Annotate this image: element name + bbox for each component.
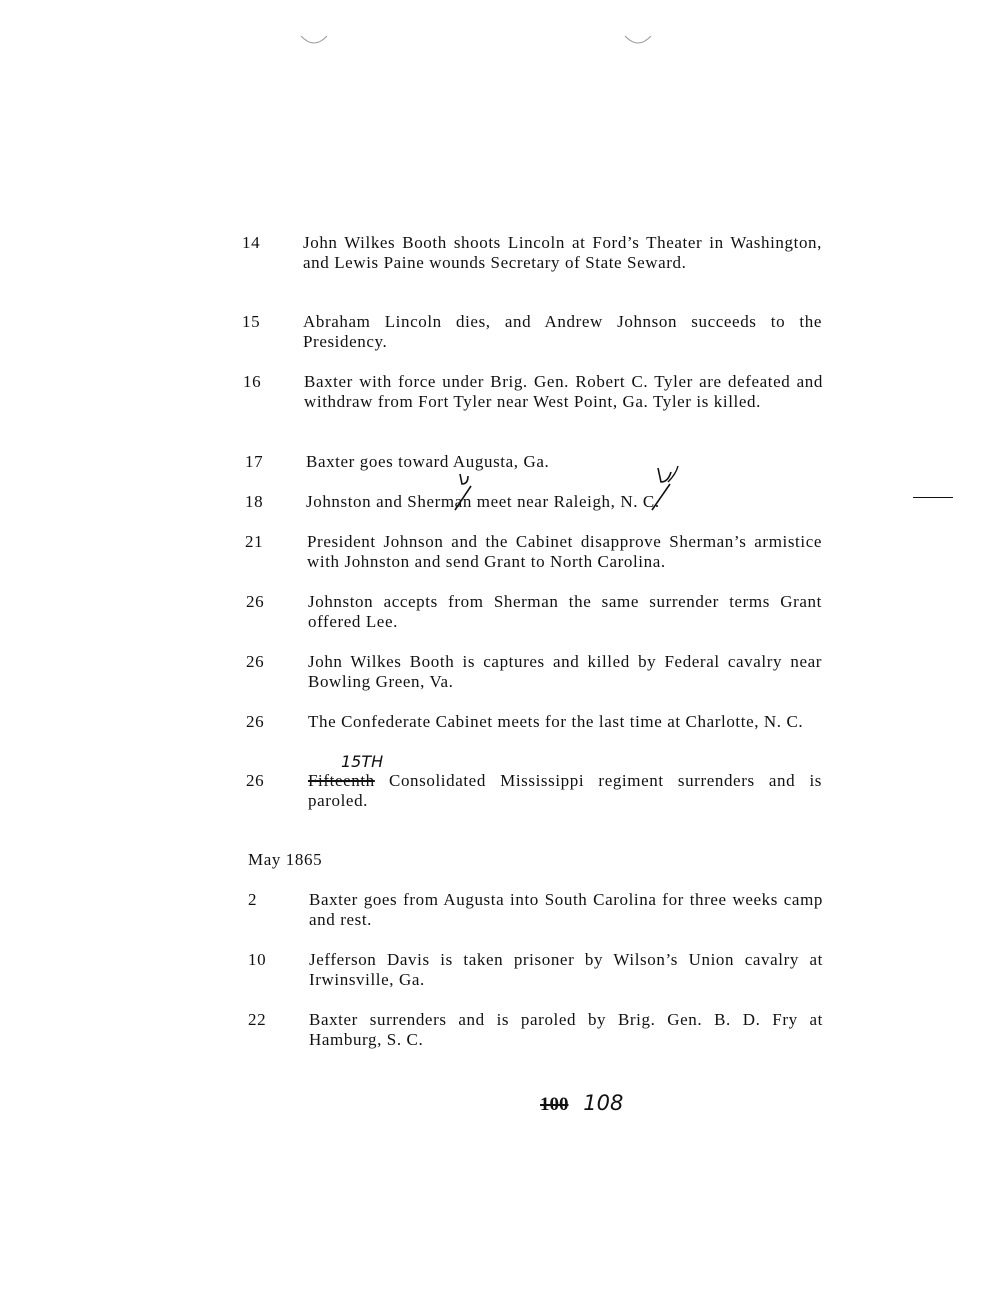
- struck-word: Fifteenth: [308, 771, 375, 790]
- entry-text-rest: Consolidated Mississippi regiment surrenders and is paroled.: [308, 771, 822, 810]
- punch-hole-mark: [624, 34, 652, 48]
- entry-day: 26: [246, 771, 265, 790]
- entry-text: Baxter with force under Brig. Gen. Robert C. Tyler are defeated and withdraw from Fort Tyler near West Point, Ga. Tyler is killed.: [304, 372, 823, 411]
- entry-day: 2: [248, 890, 258, 909]
- entry-text: Abraham Lincoln dies, and Andrew Johnson succeeds to the Presidency.: [303, 312, 822, 351]
- entry-day: 10: [248, 950, 267, 969]
- page-number: [540, 1092, 623, 1116]
- entry-day: 18: [245, 492, 264, 511]
- handwritten-page-number: 108: [583, 1091, 624, 1115]
- entry-day: 26: [246, 652, 265, 671]
- entry-day: 16: [243, 372, 262, 391]
- entry-day: 21: [245, 532, 264, 551]
- entry-text: Johnston and Sherman meet near Raleigh, N. C.: [306, 492, 660, 511]
- entry-text: The Confederate Cabinet meets for the last time at Charlotte, N. C.: [308, 712, 804, 731]
- entry-day: 14: [242, 233, 261, 252]
- entry-day: 15: [242, 312, 261, 331]
- margin-dash-mark: [913, 497, 953, 498]
- entry-text: Jefferson Davis is taken prisoner by Wilson’s Union cavalry at Irwinsville, Ga.: [309, 950, 823, 989]
- entry-day: 22: [248, 1010, 267, 1029]
- entry-day: 26: [246, 712, 265, 731]
- check-mark-icon: [640, 462, 685, 514]
- struck-page-number: 100: [540, 1094, 569, 1115]
- entry-text: Baxter goes toward Augusta, Ga.: [306, 452, 550, 471]
- entry-text: John Wilkes Booth is captures and killed by Federal cavalry near Bowling Green, Va.: [308, 652, 822, 691]
- entry-text: Johnston accepts from Sherman the same surrender terms Grant offered Lee.: [308, 592, 822, 631]
- entry-day: 17: [245, 452, 264, 471]
- entry-text: President Johnson and the Cabinet disapprove Sherman’s armistice with Johnston and send Grant to North Carolina.: [307, 532, 822, 571]
- entry-day: 26: [246, 592, 265, 611]
- check-mark-icon: [438, 470, 478, 515]
- handwritten-correction: 15TH: [341, 752, 384, 771]
- entry-text: [308, 771, 822, 811]
- entry-text: John Wilkes Booth shoots Lincoln at Ford’s Theater in Washington, and Lewis Paine wounds Secretary of State Seward.: [303, 233, 822, 272]
- entry-text: Baxter goes from Augusta into South Carolina for three weeks camp and rest.: [309, 890, 823, 929]
- section-heading: May 1865: [248, 850, 323, 869]
- entry-text: Baxter surrenders and is paroled by Brig. Gen. B. D. Fry at Hamburg, S. C.: [309, 1010, 823, 1049]
- punch-hole-mark: [300, 34, 328, 48]
